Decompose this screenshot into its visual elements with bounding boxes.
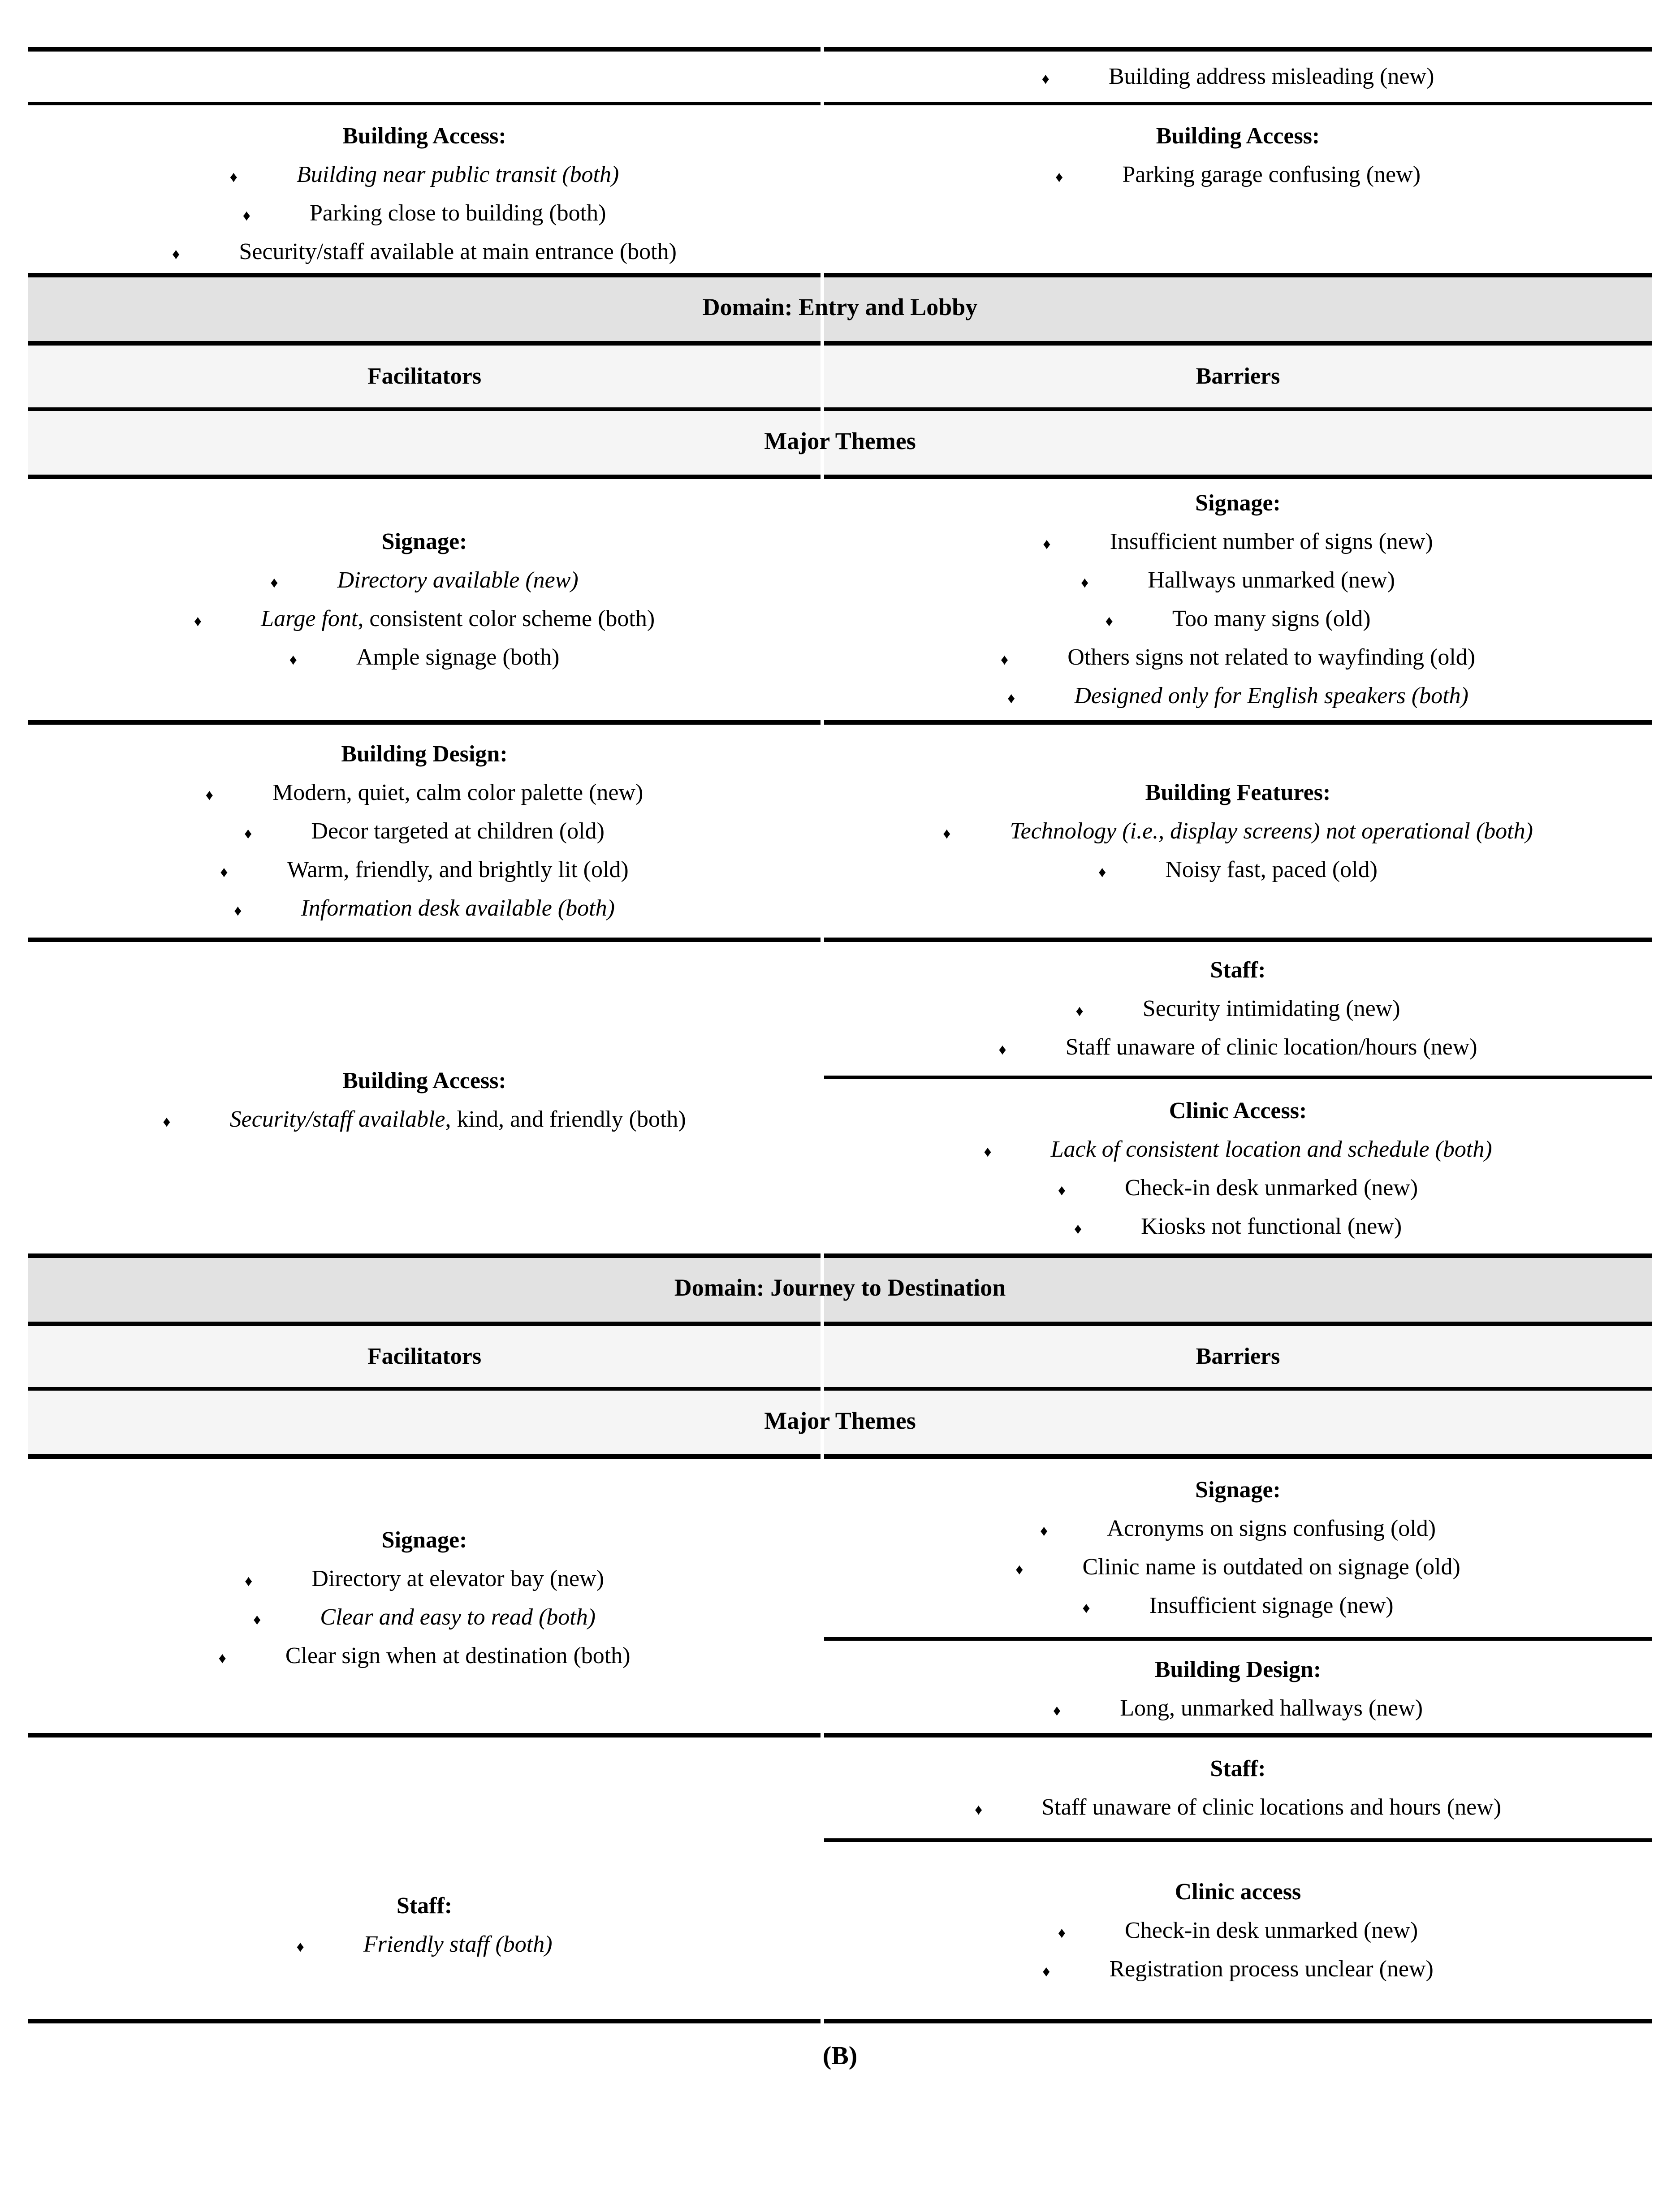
item-text: Staff unaware of clinic location/hours (new) bbox=[1065, 1034, 1477, 1060]
list-item bbox=[824, 561, 1652, 600]
item-text: Registration process unclear (new) bbox=[1109, 1956, 1434, 1982]
list-item bbox=[28, 194, 821, 233]
diamond-bullet-icon: ♦ bbox=[1015, 1561, 1024, 1578]
item-text: Others signs not related to wayfinding (old) bbox=[1067, 644, 1476, 670]
diamond-bullet-icon: ♦ bbox=[218, 1650, 226, 1667]
theme-heading: Staff: bbox=[1210, 1755, 1266, 1781]
results-table bbox=[28, 47, 1652, 2070]
diamond-bullet-icon: ♦ bbox=[229, 169, 238, 186]
band-domain-entry-lobby bbox=[28, 273, 1652, 341]
item-text: Check-in desk unmarked (new) bbox=[1125, 1917, 1418, 1943]
entry-fac-signage-cell bbox=[28, 475, 821, 720]
diamond-bullet-icon: ♦ bbox=[163, 1113, 171, 1130]
item-text: Parking garage confusing (new) bbox=[1122, 162, 1421, 187]
list-item bbox=[824, 1028, 1652, 1067]
band-entry-signage bbox=[28, 475, 1652, 720]
diamond-bullet-icon: ♦ bbox=[1000, 652, 1009, 668]
theme-heading: Clinic access bbox=[1175, 1879, 1301, 1905]
theme-heading: Building Access: bbox=[342, 1068, 506, 1094]
diamond-bullet-icon: ♦ bbox=[1098, 864, 1106, 881]
journey-bar-staff-section bbox=[824, 1737, 1652, 1838]
item-text: Building address misleading (new) bbox=[1108, 64, 1434, 89]
list-item bbox=[28, 638, 821, 677]
journey-fac-staff-cell bbox=[28, 1733, 821, 2023]
diamond-bullet-icon: ♦ bbox=[253, 1612, 261, 1628]
theme-heading: Staff: bbox=[396, 1893, 453, 1919]
item-text: Insufficient signage (new) bbox=[1149, 1593, 1394, 1618]
column-header-barriers: Barriers bbox=[824, 1322, 1652, 1387]
theme-heading: Building Design: bbox=[341, 741, 508, 767]
journey-bar-design-section bbox=[824, 1637, 1652, 1737]
list-item bbox=[824, 1207, 1652, 1246]
list-item bbox=[824, 1130, 1652, 1169]
band-column-headers-entry bbox=[28, 341, 1652, 407]
theme-heading: Building Access: bbox=[1156, 123, 1320, 149]
diamond-bullet-icon: ♦ bbox=[234, 902, 242, 919]
list-item bbox=[824, 638, 1652, 677]
list-item bbox=[824, 851, 1652, 889]
pre-domain-fac-access-cell bbox=[28, 102, 821, 273]
journey-bar-signage-section bbox=[824, 1459, 1652, 1637]
list-item bbox=[28, 774, 821, 812]
theme-heading: Staff: bbox=[1210, 957, 1266, 983]
diamond-bullet-icon: ♦ bbox=[205, 787, 213, 804]
domain-header: Domain: Entry and Lobby bbox=[702, 294, 978, 320]
item-text: Hallways unmarked (new) bbox=[1148, 567, 1395, 593]
list-item bbox=[28, 156, 821, 194]
diamond-bullet-icon: ♦ bbox=[220, 864, 228, 881]
diamond-bullet-icon: ♦ bbox=[1105, 613, 1113, 630]
diamond-bullet-icon: ♦ bbox=[1081, 575, 1089, 591]
item-text-italic: Security/staff available bbox=[229, 1106, 445, 1132]
entry-bar-clinic-access-section bbox=[824, 1076, 1652, 1258]
item-text: Too many signs (old) bbox=[1172, 606, 1371, 631]
list-item bbox=[824, 1911, 1652, 1950]
diamond-bullet-icon: ♦ bbox=[270, 575, 278, 591]
figure-caption: (B) bbox=[822, 2041, 858, 2070]
theme-heading: Building Access: bbox=[342, 123, 506, 149]
list-item bbox=[824, 523, 1652, 561]
item-text: , consistent color scheme (both) bbox=[358, 606, 655, 631]
band-major-themes-entry bbox=[28, 407, 1652, 475]
list-item bbox=[824, 1788, 1652, 1827]
diamond-bullet-icon: ♦ bbox=[974, 1801, 983, 1818]
entry-fac-access-cell bbox=[28, 938, 821, 1258]
item-text: Friendly staff (both) bbox=[363, 1932, 553, 1957]
theme-heading: Signage: bbox=[1195, 490, 1281, 516]
entry-bar-staff-clinic-cell bbox=[824, 938, 1652, 1258]
item-text: Security intimidating (new) bbox=[1142, 996, 1400, 1021]
diamond-bullet-icon: ♦ bbox=[242, 207, 250, 224]
theme-heading: Signage: bbox=[1195, 1477, 1281, 1503]
list-item bbox=[28, 1598, 821, 1637]
item-text: Insufficient number of signs (new) bbox=[1110, 529, 1433, 554]
band-major-themes-journey bbox=[28, 1387, 1652, 1454]
item-text: Warm, friendly, and brightly lit (old) bbox=[287, 856, 629, 882]
item-text-italic: Large font bbox=[261, 606, 358, 631]
diamond-bullet-icon: ♦ bbox=[172, 246, 180, 263]
list-item bbox=[28, 1925, 821, 1964]
band-entry-access-staff bbox=[28, 938, 1652, 1253]
list-item bbox=[824, 812, 1652, 851]
band-entry-building-design bbox=[28, 720, 1652, 938]
list-item bbox=[28, 561, 821, 600]
list-item bbox=[824, 990, 1652, 1028]
item-text: Security/staff available at main entrance (both) bbox=[239, 239, 677, 264]
list-item bbox=[824, 57, 1652, 96]
item-text: Parking close to building (both) bbox=[309, 200, 606, 226]
pre-domain-fac-empty-cell bbox=[28, 47, 821, 102]
item-text: Directory available (new) bbox=[337, 567, 579, 593]
list-item bbox=[28, 1637, 821, 1675]
list-item bbox=[824, 1169, 1652, 1207]
theme-heading: Signage: bbox=[381, 1527, 467, 1553]
entry-fac-design-cell bbox=[28, 720, 821, 938]
list-item bbox=[824, 677, 1652, 715]
item-text: Directory at elevator bay (new) bbox=[311, 1566, 604, 1591]
list-item bbox=[28, 600, 821, 638]
list-item bbox=[28, 233, 821, 271]
band-pre-domain-row1 bbox=[28, 47, 1652, 102]
theme-heading: Building Features: bbox=[1145, 779, 1331, 805]
item-text: Technology (i.e., display screens) not operational (both) bbox=[1010, 818, 1533, 844]
list-item bbox=[28, 851, 821, 889]
journey-fac-signage-cell bbox=[28, 1454, 821, 1737]
diamond-bullet-icon: ♦ bbox=[296, 1939, 304, 1955]
theme-heading: Clinic Access: bbox=[1169, 1098, 1307, 1124]
theme-heading: Signage: bbox=[381, 529, 467, 554]
column-header-barriers: Barriers bbox=[824, 341, 1652, 407]
journey-bar-clinic-access-section bbox=[824, 1838, 1652, 2019]
diamond-bullet-icon: ♦ bbox=[1041, 71, 1049, 87]
list-item bbox=[824, 1509, 1652, 1548]
item-text: Acronyms on signs confusing (old) bbox=[1107, 1516, 1436, 1541]
domain-header: Domain: Journey to Destination bbox=[674, 1274, 1006, 1301]
band-column-headers-journey bbox=[28, 1322, 1652, 1387]
major-themes-header: Major Themes bbox=[764, 1407, 916, 1434]
list-item bbox=[28, 1560, 821, 1598]
item-text: Designed only for English speakers (both) bbox=[1074, 683, 1468, 709]
diamond-bullet-icon: ♦ bbox=[289, 652, 297, 668]
item-text: Building near public transit (both) bbox=[297, 162, 619, 187]
item-text: Clear sign when at destination (both) bbox=[285, 1643, 631, 1668]
item-text: Modern, quiet, calm color palette (new) bbox=[272, 779, 643, 805]
diamond-bullet-icon: ♦ bbox=[1055, 169, 1063, 186]
item-text: Clear and easy to read (both) bbox=[320, 1604, 596, 1630]
entry-bar-features-cell bbox=[824, 720, 1652, 938]
item-text: Decor targeted at children (old) bbox=[311, 818, 605, 844]
major-themes-header: Major Themes bbox=[764, 428, 916, 454]
list-item bbox=[28, 889, 821, 928]
item-text: Long, unmarked hallways (new) bbox=[1120, 1695, 1423, 1721]
list-item bbox=[824, 1950, 1652, 1988]
band-journey-staff bbox=[28, 1733, 1652, 2014]
band-pre-domain-building-access bbox=[28, 102, 1652, 273]
diamond-bullet-icon: ♦ bbox=[1043, 536, 1051, 553]
list-item bbox=[824, 600, 1652, 638]
diamond-bullet-icon: ♦ bbox=[245, 1573, 253, 1590]
item-text: Ample signage (both) bbox=[356, 644, 560, 670]
item-text: Noisy fast, paced (old) bbox=[1165, 856, 1378, 882]
item-text: Lack of consistent location and schedule (both) bbox=[1050, 1136, 1492, 1162]
diamond-bullet-icon: ♦ bbox=[943, 825, 951, 842]
column-header-facilitators: Facilitators bbox=[28, 341, 821, 407]
diamond-bullet-icon: ♦ bbox=[244, 825, 252, 842]
diamond-bullet-icon: ♦ bbox=[1007, 690, 1015, 707]
item-text: Kiosks not functional (new) bbox=[1141, 1213, 1402, 1239]
band-domain-journey bbox=[28, 1253, 1652, 1322]
item-text: Check-in desk unmarked (new) bbox=[1125, 1175, 1418, 1201]
diamond-bullet-icon: ♦ bbox=[998, 1042, 1006, 1058]
journey-bar-staff-clinic-cell bbox=[824, 1733, 1652, 2023]
band-journey-signage bbox=[28, 1454, 1652, 1733]
list-item bbox=[824, 1548, 1652, 1586]
pre-domain-bar-cell1 bbox=[824, 47, 1652, 102]
diamond-bullet-icon: ♦ bbox=[1074, 1220, 1082, 1237]
diamond-bullet-icon: ♦ bbox=[1058, 1182, 1066, 1199]
item-text: , kind, and friendly (both) bbox=[445, 1106, 686, 1132]
item-text: Information desk available (both) bbox=[301, 895, 615, 921]
item-text: Staff unaware of clinic locations and hours (new) bbox=[1041, 1794, 1502, 1820]
entry-bar-signage-cell bbox=[824, 475, 1652, 720]
item-text: Clinic name is outdated on signage (old) bbox=[1082, 1554, 1460, 1580]
diamond-bullet-icon: ♦ bbox=[1058, 1924, 1066, 1941]
diamond-bullet-icon: ♦ bbox=[1053, 1703, 1061, 1719]
entry-bar-staff-section bbox=[824, 942, 1652, 1076]
diamond-bullet-icon: ♦ bbox=[1040, 1523, 1048, 1539]
list-item bbox=[824, 1689, 1652, 1728]
diamond-bullet-icon: ♦ bbox=[1042, 1963, 1050, 1980]
diamond-bullet-icon: ♦ bbox=[1082, 1600, 1090, 1616]
theme-heading: Building Design: bbox=[1154, 1657, 1322, 1682]
list-item bbox=[28, 1100, 821, 1139]
diamond-bullet-icon: ♦ bbox=[1075, 1003, 1084, 1020]
list-item bbox=[824, 1586, 1652, 1625]
diamond-bullet-icon: ♦ bbox=[194, 613, 202, 630]
list-item bbox=[28, 812, 821, 851]
journey-bar-signage-design-cell bbox=[824, 1454, 1652, 1737]
diamond-bullet-icon: ♦ bbox=[984, 1143, 992, 1160]
column-header-facilitators: Facilitators bbox=[28, 1322, 821, 1387]
pre-domain-bar-access-cell bbox=[824, 102, 1652, 273]
list-item bbox=[824, 156, 1652, 194]
